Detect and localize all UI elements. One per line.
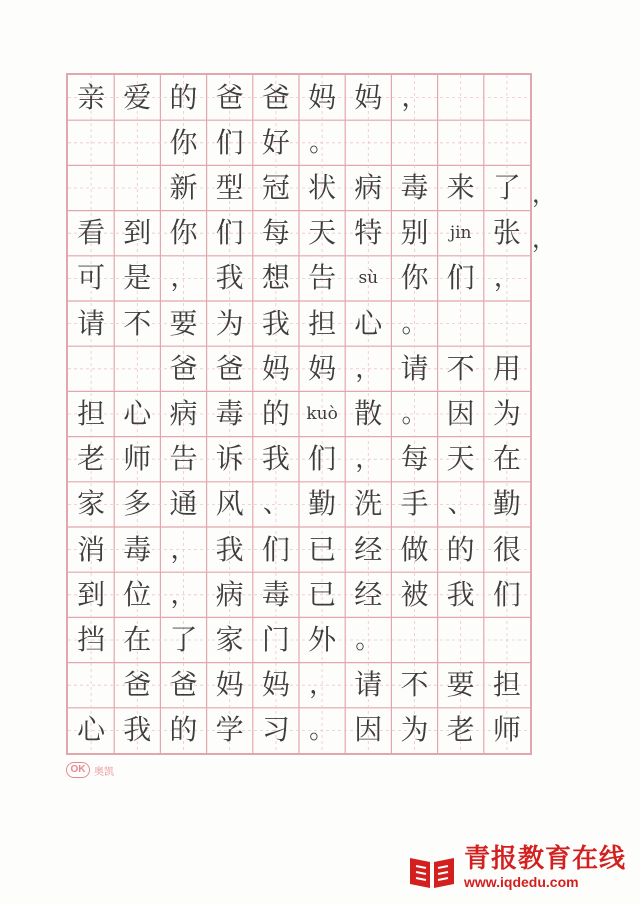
grid-char: 用 [492, 351, 521, 385]
grid-char: 病 [169, 397, 198, 430]
grid-char: 爱 [123, 80, 152, 114]
grid-char: 爸 [261, 80, 290, 114]
grid-char: 手 [400, 487, 429, 521]
grid-char: 。 [401, 308, 428, 339]
grid-char: 了 [169, 623, 198, 656]
grid-char: 好 [261, 125, 290, 159]
grid-char: ， [170, 263, 197, 294]
grid-char: 、 [447, 489, 474, 520]
grid-char: 在 [492, 442, 521, 476]
margin-mark: ， [532, 180, 556, 208]
grid-char: 病 [354, 171, 383, 204]
watermark-url: www.iqdedu.com [463, 874, 579, 890]
brand-mark [66, 762, 114, 778]
grid-char: 每 [261, 216, 290, 250]
grid-char: 请 [354, 668, 383, 702]
grid-char: 型 [215, 171, 244, 204]
watermark-title: 青报教育在线 [463, 844, 626, 874]
grid-char: 要 [446, 668, 475, 702]
grid-char: 老 [446, 713, 475, 747]
grid-char: 为 [215, 306, 244, 340]
grid-char: 冠 [261, 171, 290, 204]
grid-char: 在 [123, 623, 152, 656]
grid-char: ， [401, 82, 428, 113]
grid-char: kuò [306, 404, 338, 424]
grid-char: 妈 [215, 668, 244, 702]
grid-char: 毒 [400, 171, 429, 204]
grid-char: 。 [309, 715, 336, 746]
grid-char: ， [309, 670, 336, 701]
grid-char: 勤 [308, 487, 337, 521]
grid-char: 不 [123, 306, 152, 340]
grid-char: 们 [308, 442, 337, 476]
margin-mark: ， [532, 225, 556, 254]
grid-char: 心 [77, 713, 106, 747]
grid-char: 张 [492, 216, 521, 250]
grid-char: 学 [215, 713, 244, 747]
grid-char: sù [358, 268, 379, 289]
grid-char: 告 [308, 261, 337, 295]
grid-char: 要 [169, 306, 198, 340]
grid-char: 毒 [261, 577, 290, 611]
grid-char: 、 [262, 489, 289, 520]
grid-char: 你 [169, 216, 198, 250]
grid-char: 到 [123, 216, 152, 250]
grid-char: 爸 [215, 80, 244, 114]
grid-char: 担 [77, 397, 106, 430]
grid-char: 心 [354, 306, 383, 340]
grid-char: 门 [261, 623, 290, 656]
grid-char: 挡 [77, 623, 106, 656]
grid-char: 想 [261, 261, 290, 295]
grid-char: 妈 [354, 80, 383, 114]
grid-char: 的 [169, 713, 198, 747]
grid-char: ， [493, 263, 520, 294]
grid-char: 家 [215, 623, 244, 656]
grid-char: 状 [308, 171, 337, 204]
grid-char: 到 [77, 577, 106, 611]
grid-char: 因 [446, 397, 475, 430]
grid-char: ， [355, 444, 382, 475]
grid-char: 洗 [354, 487, 383, 521]
grid-char: 妈 [308, 351, 337, 385]
grid-char: 天 [446, 442, 475, 476]
grid-char: 师 [123, 442, 152, 476]
grid-char: 师 [492, 713, 521, 747]
grid-char: 经 [354, 532, 383, 566]
grid-char: 我 [215, 261, 244, 295]
grid-char: 诉 [215, 442, 244, 476]
grid-char: 们 [446, 261, 475, 295]
grid-char: 风 [215, 487, 244, 521]
grid-char: 们 [215, 216, 244, 250]
grid-char: 多 [123, 487, 152, 521]
grid-char: 勤 [492, 487, 521, 521]
grid-char: 家 [77, 487, 106, 521]
grid-char: 毒 [123, 532, 152, 566]
grid-char: 请 [400, 351, 429, 385]
grid-char: 我 [446, 577, 475, 611]
writing-grid-sheet [66, 73, 532, 755]
grid-char: 位 [123, 577, 152, 611]
grid-char: 看 [77, 216, 106, 250]
grid-char: 。 [355, 625, 382, 655]
grid-char: 病 [215, 577, 244, 611]
grid-char: 不 [446, 351, 475, 385]
grid-char: 为 [400, 713, 429, 747]
grid-char: 爸 [169, 668, 198, 702]
site-watermark [406, 844, 626, 890]
grid-char: 是 [123, 261, 152, 295]
grid-char: 毒 [215, 397, 244, 430]
grid-char: 亲 [77, 80, 106, 114]
grid-char: 。 [401, 399, 428, 429]
grid-char: 们 [215, 125, 244, 159]
grid-char: ， [355, 353, 382, 384]
grid-char: 经 [354, 577, 383, 611]
grid-char: 习 [261, 713, 290, 747]
grid-char: 请 [77, 306, 106, 340]
grid-char: 不 [400, 668, 429, 702]
grid-char: 心 [123, 397, 152, 430]
grid-char: 妈 [261, 668, 290, 702]
grid-char: 妈 [261, 351, 290, 385]
grid-char: 外 [308, 623, 337, 656]
grid-char: 的 [261, 397, 290, 430]
grid-char: 已 [308, 532, 337, 566]
grid-char: 来 [446, 171, 475, 204]
grid-char: 可 [77, 261, 106, 295]
grid-char: ， [170, 579, 197, 610]
grid-char: 告 [169, 442, 198, 476]
grid-char: 爸 [215, 351, 244, 385]
grid-char: 了 [492, 171, 521, 204]
grid-char: 我 [261, 442, 290, 476]
grid-char: 很 [492, 532, 521, 566]
grid-char: 我 [261, 306, 290, 340]
grid-char: 爸 [123, 668, 152, 702]
grid-char: 消 [77, 532, 106, 566]
brand-name: 奥凯 [94, 766, 114, 778]
grid-char: 已 [308, 577, 337, 611]
grid-char: 你 [400, 261, 429, 295]
grid-char: jin [449, 223, 472, 244]
grid-char: 妈 [308, 80, 337, 114]
grid-char: 新 [169, 171, 198, 204]
grid-char: 我 [215, 532, 244, 566]
grid-char: 别 [400, 216, 429, 250]
grid-char: 因 [354, 713, 383, 747]
grid-char: ， [170, 534, 197, 565]
grid-char: 担 [492, 668, 521, 702]
grid-char: 的 [446, 532, 475, 566]
grid-char: 们 [261, 532, 290, 566]
grid-char: 特 [354, 216, 383, 250]
grid-char: 被 [400, 577, 429, 611]
grid-char: 担 [308, 306, 337, 340]
grid-char: 每 [400, 442, 429, 476]
grid-char: 为 [492, 397, 521, 430]
grid-char: 老 [77, 442, 106, 476]
grid-char: 通 [169, 487, 198, 521]
grid-char: 的 [169, 80, 198, 114]
grid-char: 们 [492, 577, 521, 611]
grid-char: 天 [308, 216, 337, 250]
grid-char: 爸 [169, 351, 198, 385]
grid-char: 。 [309, 127, 336, 158]
grid-char: 做 [400, 532, 429, 566]
open-book-logo-icon [406, 852, 458, 890]
grid-char: 我 [123, 713, 152, 747]
grid-char: 你 [169, 125, 198, 159]
grid-char: 散 [354, 397, 383, 430]
ok-logo-icon: OK [66, 762, 90, 778]
handwritten-text [68, 75, 530, 753]
